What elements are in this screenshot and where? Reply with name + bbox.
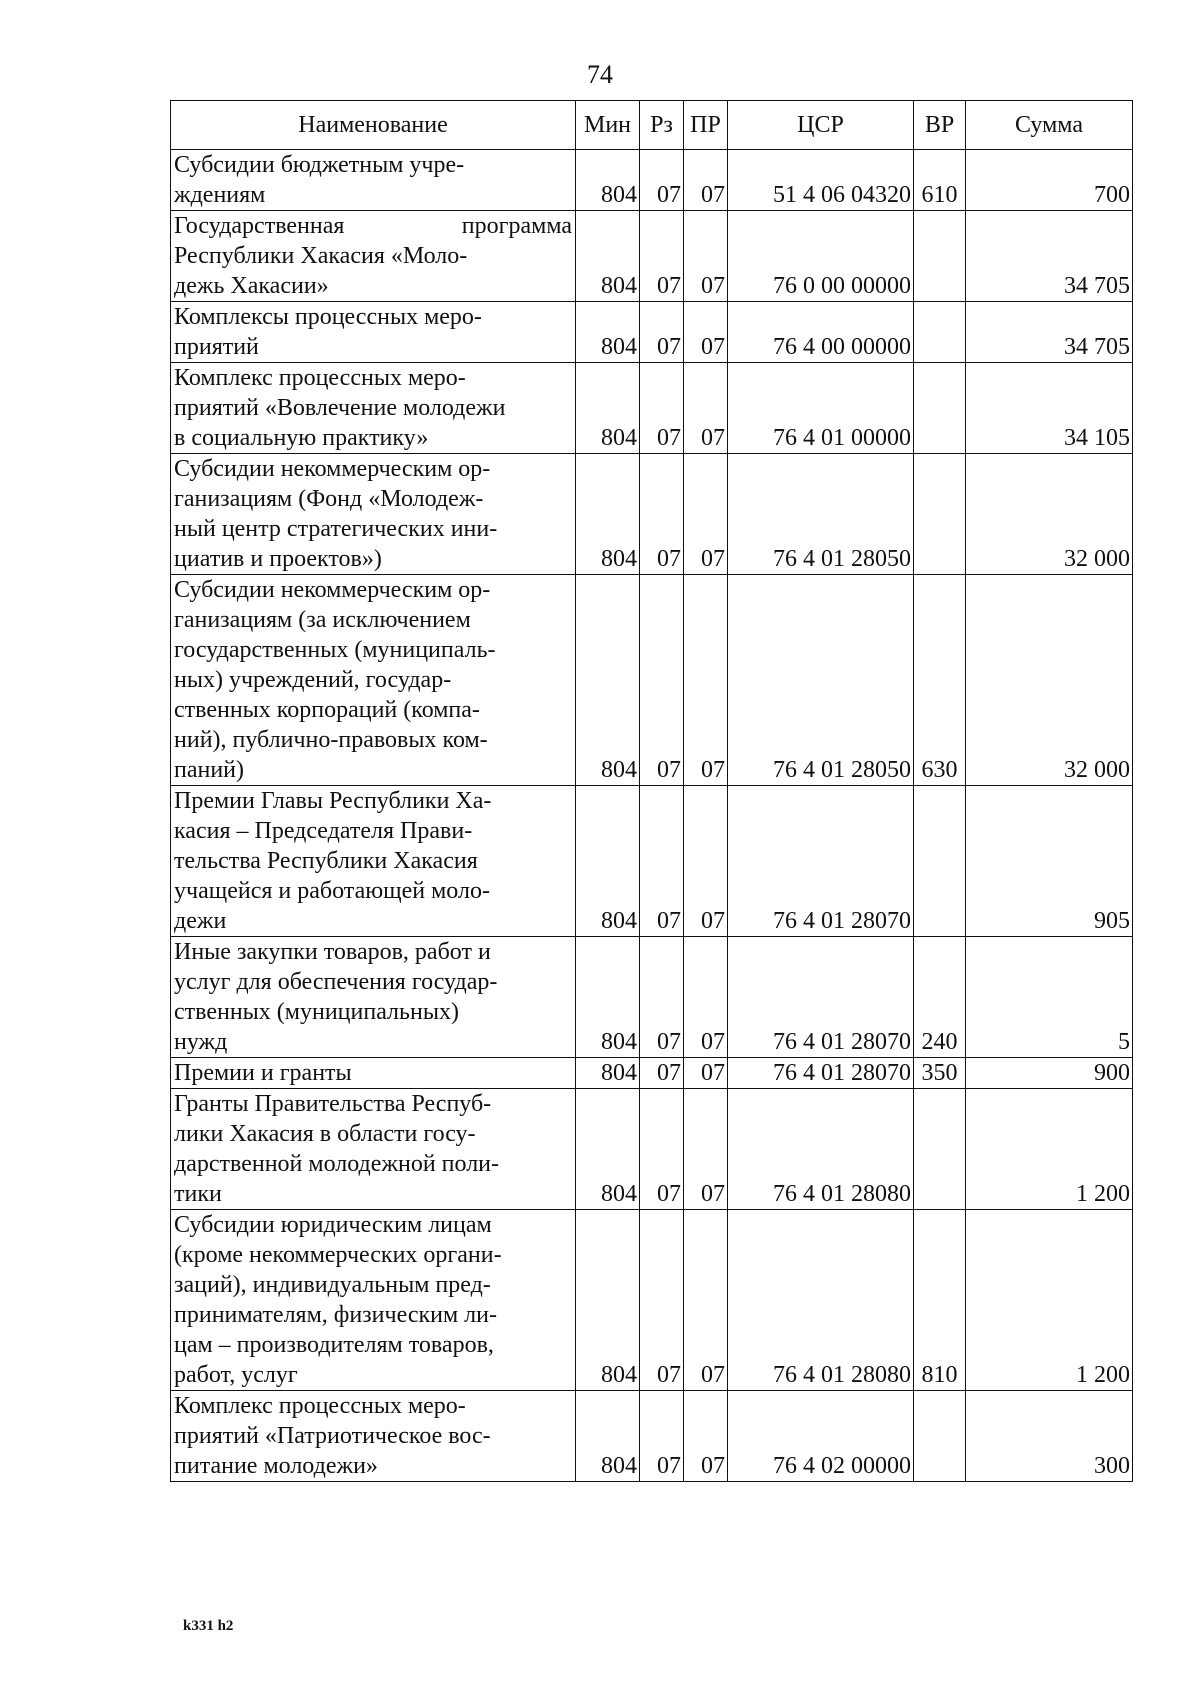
table-row bbox=[171, 150, 1133, 211]
cell-min: 804 bbox=[576, 211, 640, 302]
header-name: Наименование bbox=[171, 101, 576, 150]
header-min: Мин bbox=[576, 101, 640, 150]
cell-min: 804 bbox=[576, 1391, 640, 1482]
cell-sum: 34 105 bbox=[966, 363, 1133, 454]
table-row bbox=[171, 1210, 1133, 1391]
cell-min: 804 bbox=[576, 786, 640, 937]
cell-pr: 07 bbox=[684, 211, 728, 302]
cell-rz: 07 bbox=[640, 1058, 684, 1089]
header-pr: ПР bbox=[684, 101, 728, 150]
cell-name: Субсидии бюджетным учре- ждениям bbox=[171, 150, 576, 211]
cell-pr: 07 bbox=[684, 575, 728, 786]
cell-rz: 07 bbox=[640, 302, 684, 363]
cell-pr: 07 bbox=[684, 302, 728, 363]
cell-sum: 700 bbox=[966, 150, 1133, 211]
cell-csr: 76 4 01 28080 bbox=[728, 1089, 914, 1210]
cell-pr: 07 bbox=[684, 454, 728, 575]
cell-min: 804 bbox=[576, 302, 640, 363]
cell-rz: 07 bbox=[640, 454, 684, 575]
cell-sum: 1 200 bbox=[966, 1089, 1133, 1210]
cell-vr: 630 bbox=[914, 575, 966, 786]
cell-name: Государственная программа Республики Хакасия «Моло- дежь Хакасии» bbox=[171, 211, 576, 302]
cell-min: 804 bbox=[576, 363, 640, 454]
cell-vr bbox=[914, 302, 966, 363]
cell-vr bbox=[914, 1391, 966, 1482]
cell-name: Субсидии юридическим лицам (кроме некоммерческих органи- заций), индивидуальным пред- принимателям, физическим ли- цам – производителям товаров, работ, услуг bbox=[171, 1210, 576, 1391]
cell-sum: 300 bbox=[966, 1391, 1133, 1482]
cell-vr: 240 bbox=[914, 937, 966, 1058]
cell-min: 804 bbox=[576, 1058, 640, 1089]
table-row bbox=[171, 454, 1133, 575]
page-number: 74 bbox=[587, 60, 613, 89]
cell-rz: 07 bbox=[640, 575, 684, 786]
cell-rz: 07 bbox=[640, 786, 684, 937]
table-row bbox=[171, 211, 1133, 302]
cell-pr: 07 bbox=[684, 1058, 728, 1089]
cell-vr bbox=[914, 1089, 966, 1210]
table-row bbox=[171, 937, 1133, 1058]
cell-pr: 07 bbox=[684, 1210, 728, 1391]
cell-pr: 07 bbox=[684, 1089, 728, 1210]
cell-vr: 810 bbox=[914, 1210, 966, 1391]
cell-rz: 07 bbox=[640, 1089, 684, 1210]
cell-pr: 07 bbox=[684, 786, 728, 937]
cell-min: 804 bbox=[576, 1210, 640, 1391]
table-row bbox=[171, 1058, 1133, 1089]
cell-name: Иные закупки товаров, работ и услуг для обеспечения государ- ственных (муниципальных) нужд bbox=[171, 937, 576, 1058]
cell-csr: 76 4 01 28080 bbox=[728, 1210, 914, 1391]
cell-rz: 07 bbox=[640, 1391, 684, 1482]
cell-name: Премии Главы Республики Ха- касия – Председателя Прави- тельства Республики Хакасия учащейся и работающей моло- дежи bbox=[171, 786, 576, 937]
cell-min: 804 bbox=[576, 937, 640, 1058]
cell-pr: 07 bbox=[684, 937, 728, 1058]
cell-min: 804 bbox=[576, 1089, 640, 1210]
cell-vr bbox=[914, 786, 966, 937]
cell-rz: 07 bbox=[640, 211, 684, 302]
footer-code: k331 h2 bbox=[183, 1618, 234, 1634]
cell-min: 804 bbox=[576, 575, 640, 786]
cell-sum: 5 bbox=[966, 937, 1133, 1058]
cell-csr: 76 4 01 00000 bbox=[728, 363, 914, 454]
table-row bbox=[171, 786, 1133, 937]
cell-vr bbox=[914, 211, 966, 302]
cell-rz: 07 bbox=[640, 1210, 684, 1391]
cell-name: Субсидии некоммерческим ор- ганизациям (за исключением государственных (муниципаль- ных) учреждений, государ- ственных корпораций (компа- ний), публично-правовых ком- паний) bbox=[171, 575, 576, 786]
cell-pr: 07 bbox=[684, 1391, 728, 1482]
cell-min: 804 bbox=[576, 150, 640, 211]
cell-sum: 32 000 bbox=[966, 575, 1133, 786]
cell-name: Гранты Правительства Респуб- лики Хакасия в области госу- дарственной молодежной поли- тики bbox=[171, 1089, 576, 1210]
table-row bbox=[171, 363, 1133, 454]
cell-pr: 07 bbox=[684, 363, 728, 454]
cell-sum: 32 000 bbox=[966, 454, 1133, 575]
cell-csr: 76 4 00 00000 bbox=[728, 302, 914, 363]
table-row bbox=[171, 575, 1133, 786]
cell-vr: 610 bbox=[914, 150, 966, 211]
cell-csr: 76 4 01 28070 bbox=[728, 1058, 914, 1089]
cell-csr: 76 4 01 28070 bbox=[728, 786, 914, 937]
cell-vr bbox=[914, 454, 966, 575]
header-vr: ВР bbox=[914, 101, 966, 150]
header-rz: Рз bbox=[640, 101, 684, 150]
cell-csr: 51 4 06 04320 bbox=[728, 150, 914, 211]
cell-rz: 07 bbox=[640, 937, 684, 1058]
cell-sum: 905 bbox=[966, 786, 1133, 937]
table-row bbox=[171, 1089, 1133, 1210]
cell-name: Субсидии некоммерческим ор- ганизациям (Фонд «Молодеж- ный центр стратегических ини- циатив и проектов») bbox=[171, 454, 576, 575]
table-row bbox=[171, 1391, 1133, 1482]
cell-rz: 07 bbox=[640, 150, 684, 211]
cell-vr: 350 bbox=[914, 1058, 966, 1089]
cell-csr: 76 4 01 28050 bbox=[728, 454, 914, 575]
cell-sum: 1 200 bbox=[966, 1210, 1133, 1391]
table-row bbox=[171, 302, 1133, 363]
cell-rz: 07 bbox=[640, 363, 684, 454]
cell-csr: 76 0 00 00000 bbox=[728, 211, 914, 302]
budget-table bbox=[170, 100, 1133, 1482]
header-row bbox=[171, 101, 1133, 150]
cell-name: Комплекс процессных меро- приятий «Патриотическое вос- питание молодежи» bbox=[171, 1391, 576, 1482]
cell-name: Комплексы процессных меро- приятий bbox=[171, 302, 576, 363]
cell-sum: 34 705 bbox=[966, 211, 1133, 302]
cell-min: 804 bbox=[576, 454, 640, 575]
cell-sum: 900 bbox=[966, 1058, 1133, 1089]
cell-name: Премии и гранты bbox=[171, 1058, 576, 1089]
cell-csr: 76 4 01 28070 bbox=[728, 937, 914, 1058]
cell-name: Комплекс процессных меро- приятий «Вовлечение молодежи в социальную практику» bbox=[171, 363, 576, 454]
cell-csr: 76 4 02 00000 bbox=[728, 1391, 914, 1482]
cell-vr bbox=[914, 363, 966, 454]
cell-csr: 76 4 01 28050 bbox=[728, 575, 914, 786]
header-csr: ЦСР bbox=[728, 101, 914, 150]
cell-sum: 34 705 bbox=[966, 302, 1133, 363]
header-sum: Сумма bbox=[966, 101, 1133, 150]
cell-pr: 07 bbox=[684, 150, 728, 211]
